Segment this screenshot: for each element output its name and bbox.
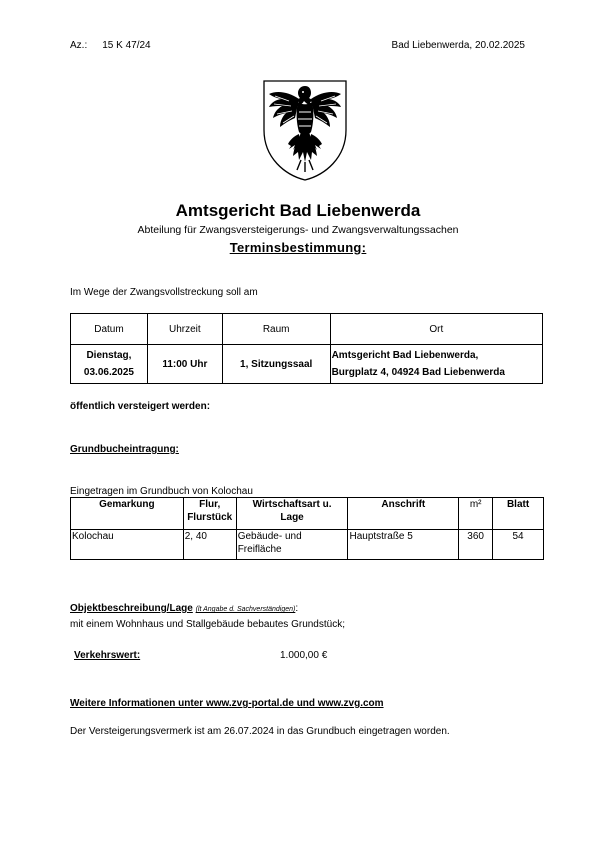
market-value-label: Verkehrswert: (74, 650, 141, 661)
eagle-crest-icon (261, 78, 349, 182)
header-gemarkung: Gemarkung (71, 498, 184, 530)
sold-text: öffentlich versteigert werden: (70, 401, 211, 412)
header-flur-line2: Flurstück (187, 512, 233, 523)
header-anschrift: Anschrift (348, 498, 459, 530)
object-colon: : (295, 603, 299, 614)
object-line (70, 603, 298, 614)
land-register-header-row (71, 498, 544, 530)
land-register-intro: Eingetragen im Grundbuch von Kolochau (70, 486, 253, 497)
object-label: Objektbeschreibung/Lage (70, 603, 193, 614)
header-flur (183, 498, 236, 530)
cell-flur: 2, 40 (183, 530, 236, 560)
header-blatt: Blatt (493, 498, 544, 530)
appointment-table (70, 313, 543, 384)
header-uhrzeit: Uhrzeit (147, 314, 222, 345)
place-court: Amtsgericht Bad Liebenwerda, (331, 350, 479, 361)
auction-note: Der Versteigerungsvermerk ist am 26.07.2024 in das Grundbuch eingetragen worden. (70, 726, 450, 737)
header-area: m² (459, 498, 493, 530)
land-register-row (71, 530, 544, 560)
header-raum: Raum (222, 314, 330, 345)
file-reference (70, 40, 151, 51)
appointment-row (71, 345, 543, 384)
court-name: Amtsgericht Bad Liebenwerda (175, 201, 421, 220)
place-address: Burgplatz 4, 04924 Bad Liebenwerda (331, 367, 505, 378)
market-value-amount: 1.000,00 € (280, 650, 328, 661)
appointment-date (71, 345, 148, 384)
land-register-title: Grundbucheintragung: (70, 444, 179, 455)
header-wa-line2: Lage (280, 512, 304, 523)
cell-blatt: 54 (493, 530, 544, 560)
cell-wa-line1: Gebäude- und (237, 531, 302, 542)
place-date: Bad Liebenwerda, 20.02.2025 (391, 40, 525, 51)
file-reference-number: 15 K 47/24 (102, 40, 151, 51)
object-description: mit einem Wohnhaus und Stallgebäude bebautes Grundstück; (70, 619, 345, 630)
header-datum: Datum (71, 314, 148, 345)
cell-wa-line2: Freifläche (237, 544, 282, 555)
intro-text: Im Wege der Zwangsvollstreckung soll am (70, 287, 258, 298)
department: Abteilung für Zwangsversteigerungs- und Zwangsverwaltungssachen (137, 224, 459, 236)
file-reference-label: Az.: (70, 40, 88, 51)
land-register-table (70, 497, 544, 560)
cell-gemarkung: Kolochau (71, 530, 184, 560)
header-ort: Ort (330, 314, 542, 345)
date-weekday: Dienstag, (86, 350, 132, 361)
header-wirtschaftsart (236, 498, 348, 530)
header-wa-line1: Wirtschaftsart u. (252, 499, 332, 510)
date-value: 03.06.2025 (83, 367, 134, 378)
appointment-place (330, 345, 542, 384)
info-links: Weitere Informationen unter www.zvg-portal.de und www.zvg.com (70, 698, 384, 709)
object-note: (lt Angabe d. Sachverständigen) (195, 606, 296, 613)
appointment-header-row (71, 314, 543, 345)
cell-anschrift: Hauptstraße 5 (348, 530, 459, 560)
cell-area: 360 (459, 530, 493, 560)
appointment-time: 11:00 Uhr (147, 345, 222, 384)
cell-wirtschaftsart (236, 530, 348, 560)
appointment-room: 1, Sitzungssaal (222, 345, 330, 384)
document-heading: Terminsbestimmung: (229, 240, 367, 255)
header-flur-line1: Flur, (199, 499, 221, 510)
